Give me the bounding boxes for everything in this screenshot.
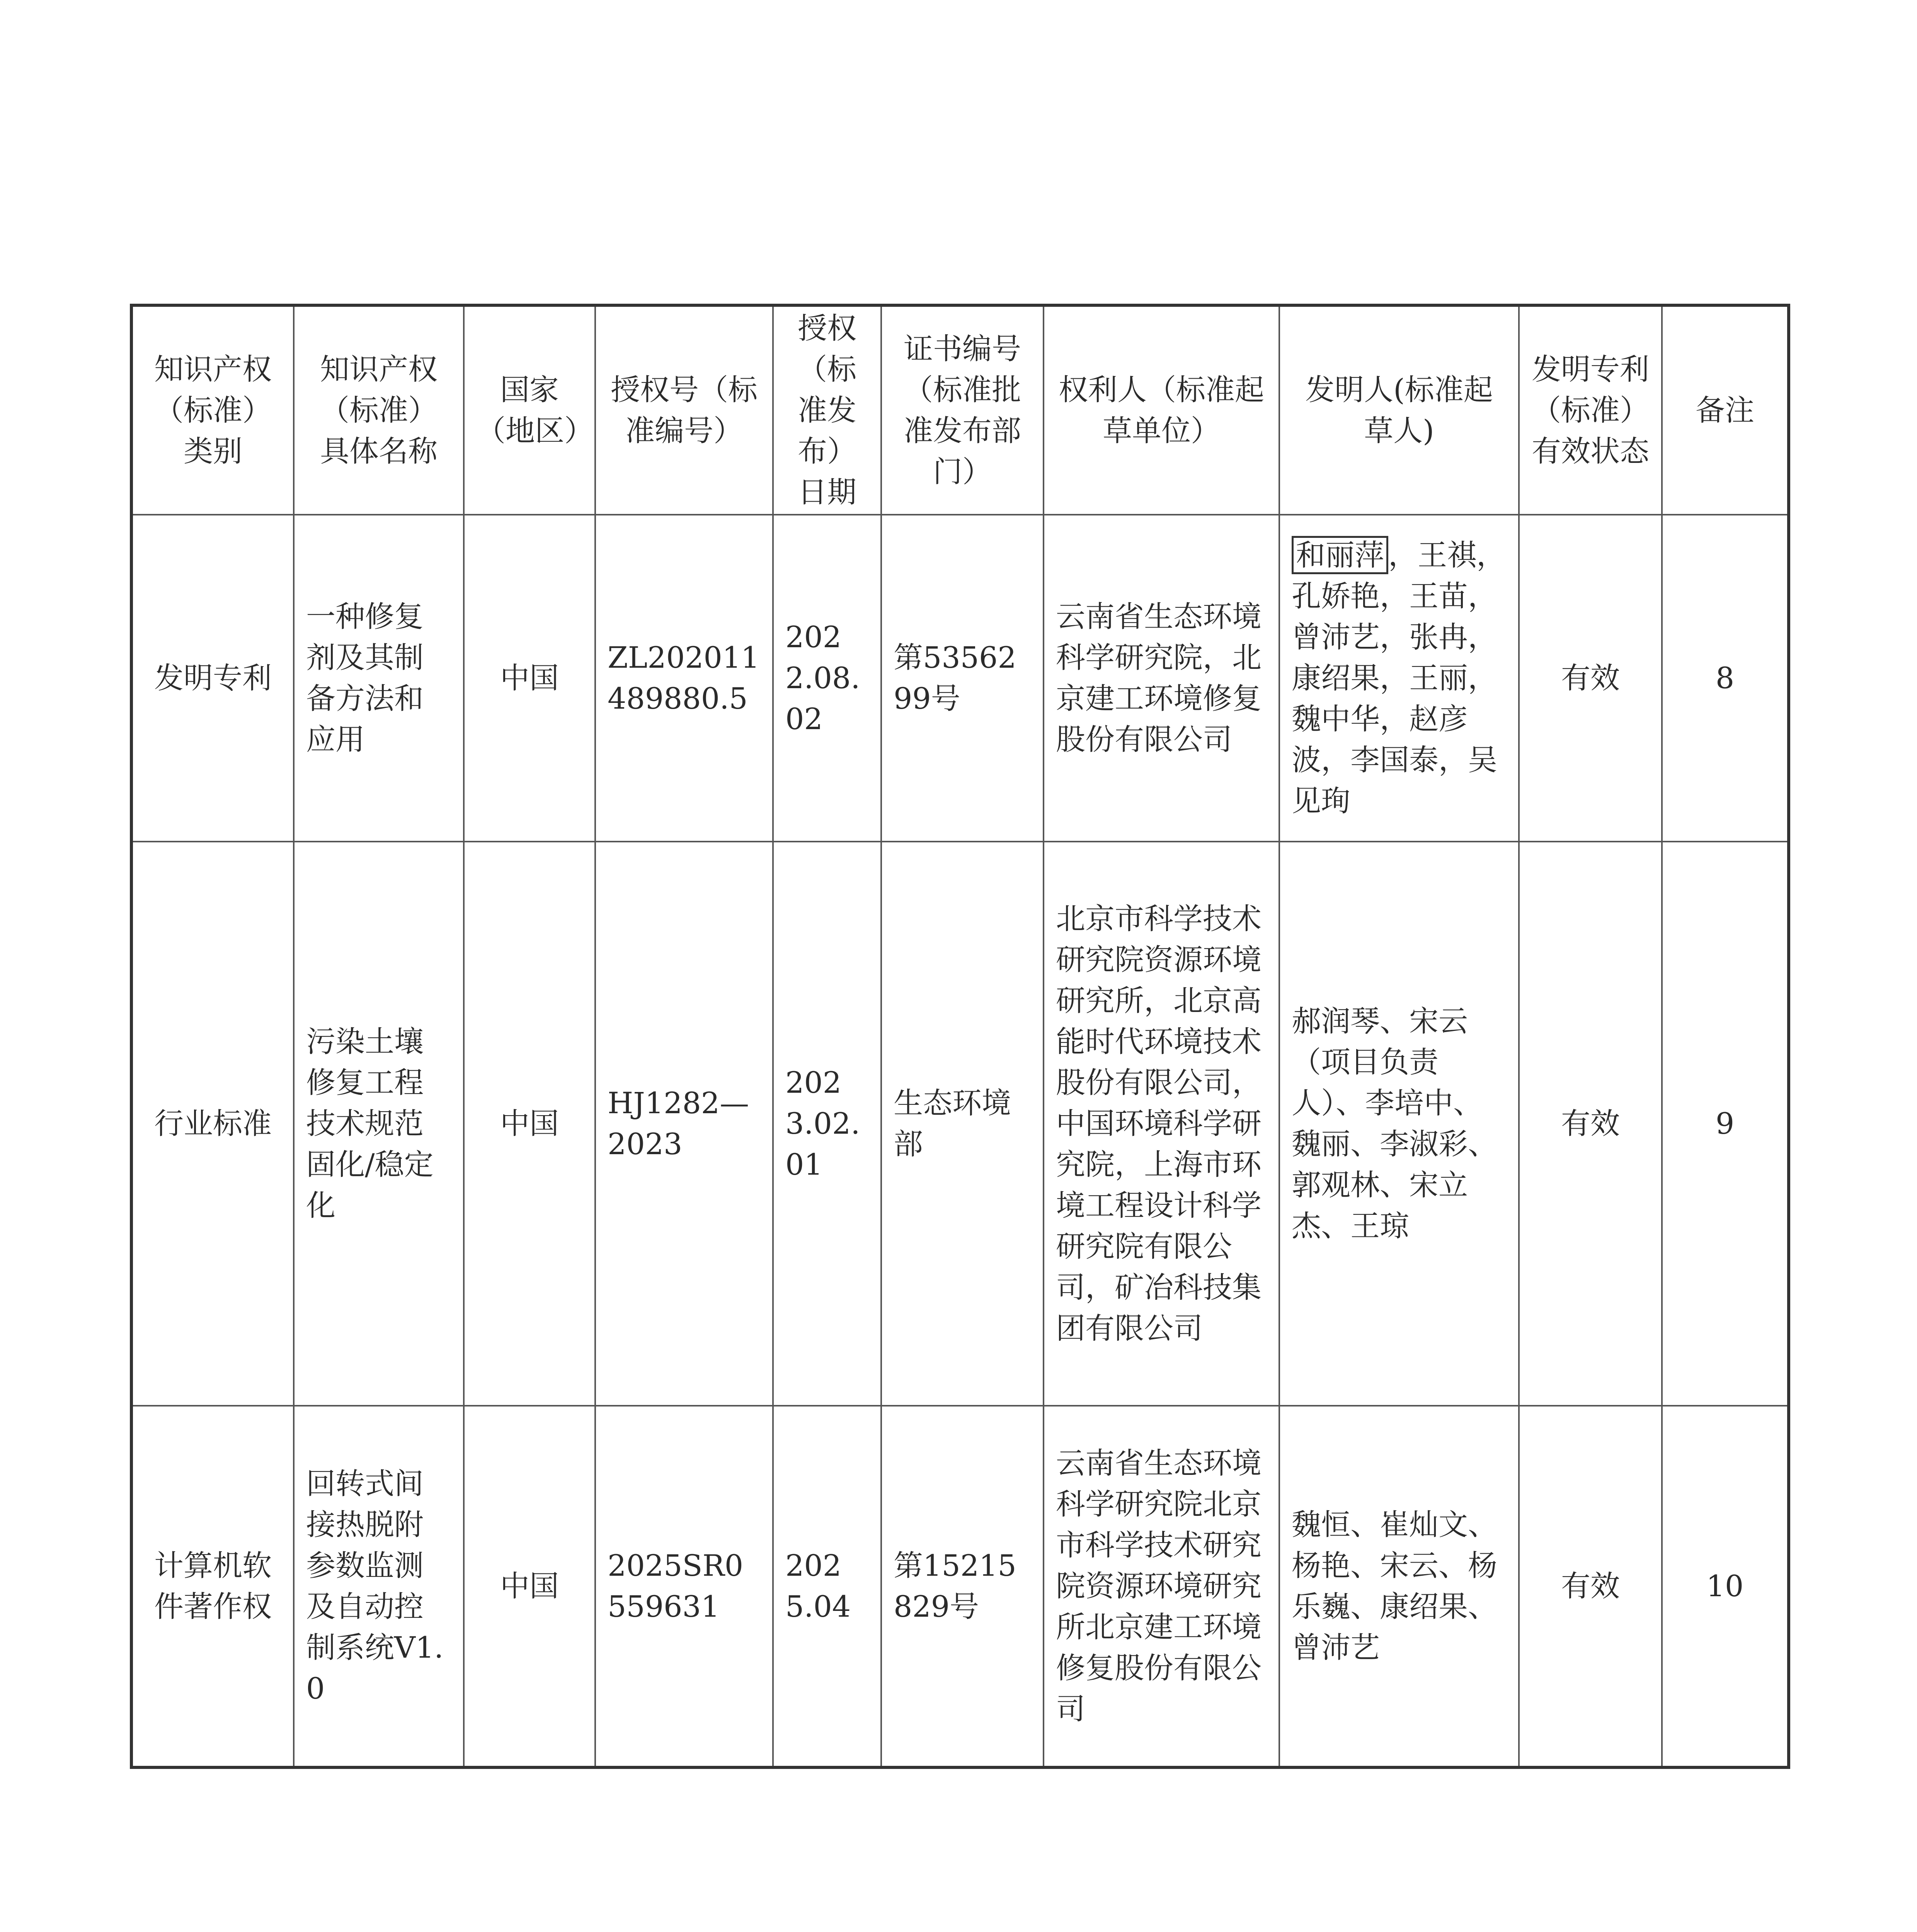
cell-country: 中国: [464, 842, 595, 1406]
cell-category: 发明专利: [131, 515, 294, 842]
cell-status: 有效: [1519, 1406, 1662, 1767]
header-date: 授权（标准发布）日期: [773, 305, 881, 515]
cell-holder: 云南省生态环境科学研究院，北京建工环境修复股份有限公司: [1044, 515, 1279, 842]
cell-inventors: 郝润琴、宋云（项目负责人）、李培中、魏丽、李淑彩、郭观林、宋立杰、王琼: [1279, 842, 1519, 1406]
cell-certificate: 第5356299号: [881, 515, 1044, 842]
cell-note: 8: [1662, 515, 1789, 842]
cell-status: 有效: [1519, 515, 1662, 842]
cell-note: 9: [1662, 842, 1789, 1406]
cell-country: 中国: [464, 1406, 595, 1767]
cell-country: 中国: [464, 515, 595, 842]
header-number: 授权号（标准编号）: [595, 305, 773, 515]
table-row: [131, 842, 1789, 1406]
header-country: 国家（地区）: [464, 305, 595, 515]
cell-number: ZL202011489880.5: [595, 515, 773, 842]
cell-number: HJ1282—2023: [595, 842, 773, 1406]
cell-inventors: [1279, 515, 1519, 842]
cell-name: 回转式间接热脱附参数监测及自动控制系统V1.0: [294, 1406, 464, 1767]
cell-date: 2025.04: [773, 1406, 881, 1767]
cell-number: 2025SR0559631: [595, 1406, 773, 1767]
header-certificate: 证书编号（标准批准发布部门）: [881, 305, 1044, 515]
cell-holder: 北京市科学技术研究院资源环境研究所，北京高能时代环境技术股份有限公司，中国环境科学研究院，上海市环境工程设计科学研究院有限公司，矿冶科技集团有限公司: [1044, 842, 1279, 1406]
cell-certificate: 生态环境部: [881, 842, 1044, 1406]
cell-holder: 云南省生态环境科学研究院北京市科学技术研究院资源环境研究所北京建工环境修复股份有限公司: [1044, 1406, 1279, 1767]
header-holder: 权利人（标准起草单位）: [1044, 305, 1279, 515]
ip-table: [130, 304, 1790, 1769]
cell-category: 计算机软件著作权: [131, 1406, 294, 1767]
inventor-first-boxed: 和丽萍: [1292, 536, 1388, 574]
header-category: 知识产权（标准）类别: [131, 305, 294, 515]
cell-name: 污染土壤修复工程技术规范固化/稳定化: [294, 842, 464, 1406]
cell-category: 行业标准: [131, 842, 294, 1406]
header-note: 备注: [1662, 305, 1789, 515]
table-row: [131, 515, 1789, 842]
cell-name: 一种修复剂及其制备方法和应用: [294, 515, 464, 842]
header-name: 知识产权（标准）具体名称: [294, 305, 464, 515]
cell-certificate: 第15215829号: [881, 1406, 1044, 1767]
cell-inventors: 魏恒、崔灿文、杨艳、宋云、杨乐巍、康绍果、曾沛艺: [1279, 1406, 1519, 1767]
table-row: [131, 1406, 1789, 1767]
cell-note: 10: [1662, 1406, 1789, 1767]
header-status: 发明专利（标准）有效状态: [1519, 305, 1662, 515]
cell-date: 2022.08.02: [773, 515, 881, 842]
header-inventors: 发明人(标准起草人): [1279, 305, 1519, 515]
table-header-row: [131, 305, 1789, 515]
cell-status: 有效: [1519, 842, 1662, 1406]
inventor-rest: ，王祺，孔娇艳，王苗，曾沛艺，张冉，康绍果，王丽，魏中华，赵彦波，李国泰，吴见珣: [1292, 538, 1506, 818]
cell-date: 2023.02.01: [773, 842, 881, 1406]
